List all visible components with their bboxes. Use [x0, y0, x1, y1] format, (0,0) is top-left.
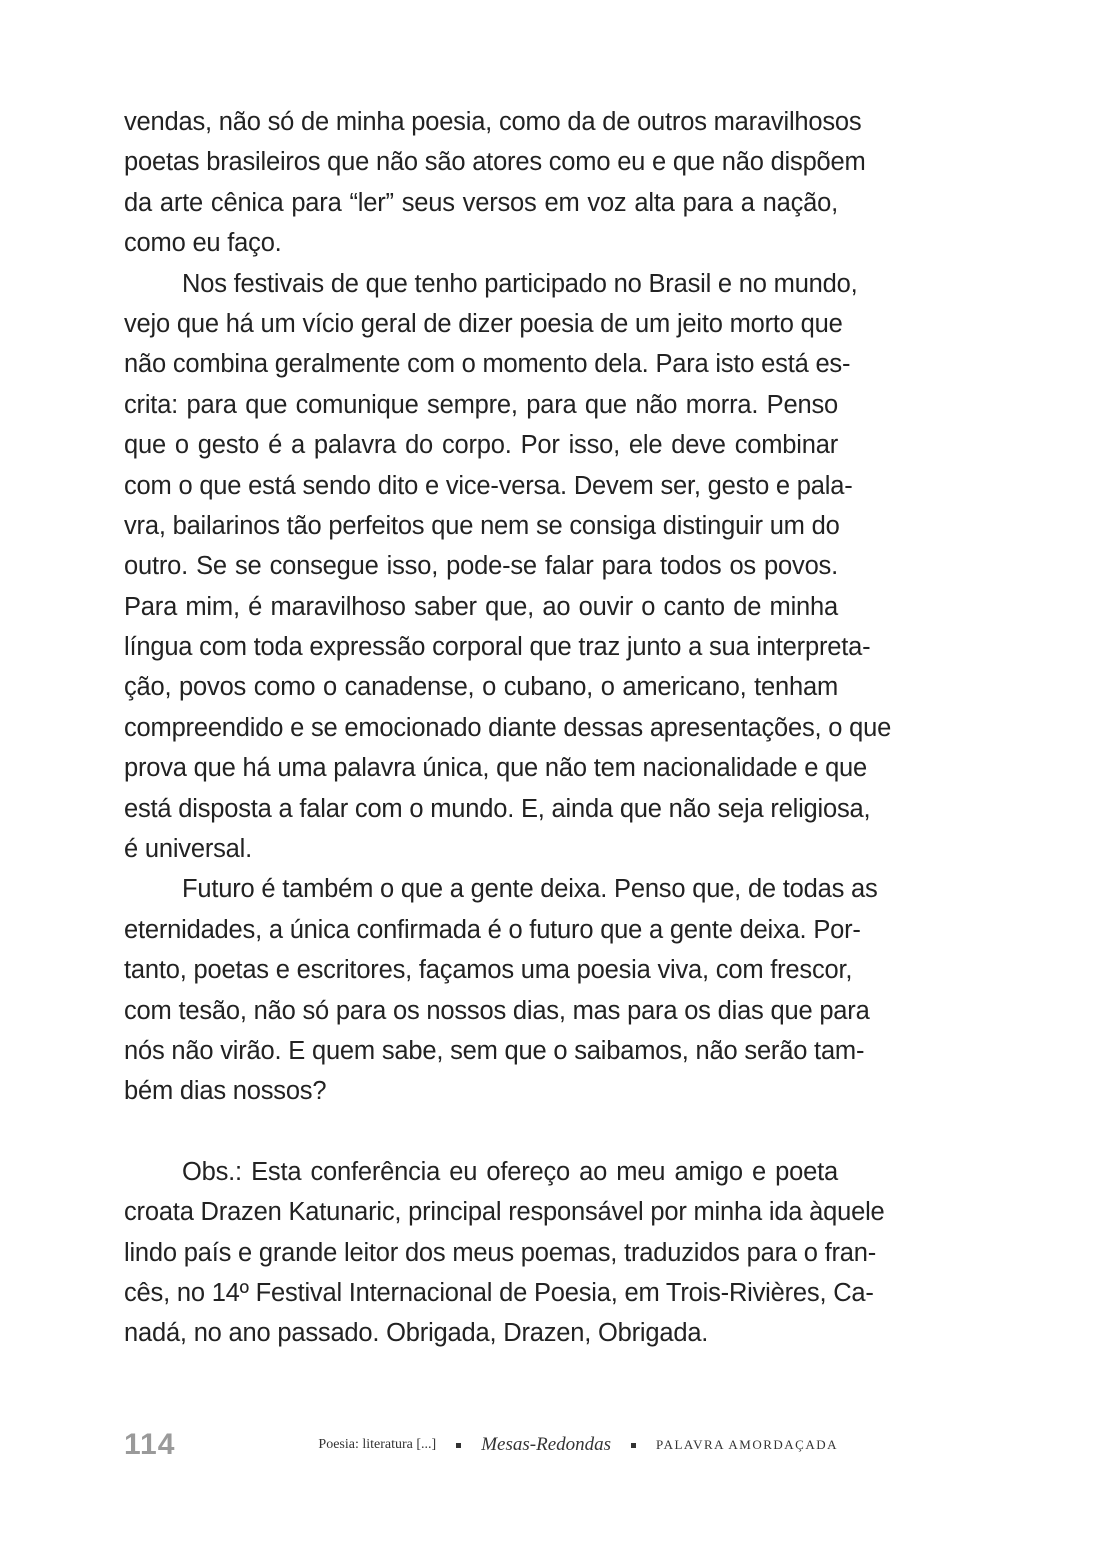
text-line: não combina geralmente com o momento dela. Para isto está es-: [124, 350, 851, 379]
text-line: vendas, não só de minha poesia, como da de outros maravilhosos: [124, 108, 862, 136]
page-footer: [124, 1425, 838, 1465]
text-line: bém dias nossos?: [124, 1077, 327, 1106]
text-line: ção, povos como o canadense, o cubano, o americano, tenham: [124, 673, 838, 702]
text-line: que o gesto é a palavra do corpo. Por isso, ele deve combinar: [124, 431, 838, 460]
text-line: compreendido e se emocionado diante dessas apresentações, o que: [124, 713, 892, 742]
footer-series-title: Mesas-Redondas: [481, 1434, 612, 1455]
text-line: é universal.: [124, 835, 253, 864]
text-line: Para mim, é maravilhoso saber que, ao ouvir o canto de minha: [124, 592, 838, 621]
text-line: com tesão, não só para os nossos dias, mas para os dias que para: [124, 996, 870, 1025]
text-line: nadá, no ano passado. Obrigada, Drazen, Obrigada.: [124, 1319, 709, 1348]
running-footer: [294, 1434, 838, 1456]
page-body: [124, 102, 892, 1354]
text-line: como eu faço.: [124, 229, 282, 258]
footer-section-title: Poesia: literatura [...]: [318, 1437, 437, 1452]
paragraph-gap: [124, 1112, 838, 1152]
page-number: 114: [124, 1428, 176, 1461]
text-line: língua com toda expressão corporal que traz junto a sua interpreta-: [124, 633, 871, 662]
text-line: croata Drazen Katunaric, principal responsável por minha ida àquele: [124, 1198, 885, 1227]
text-line: lindo país e grande leitor dos meus poemas, traduzidos para o fran-: [124, 1238, 877, 1267]
text-line: poetas brasileiros que não são atores como eu e que não dispõem: [124, 148, 866, 177]
text-line: cês, no 14º Festival Internacional de Poesia, em Trois-Rivières, Ca-: [124, 1278, 874, 1307]
obs-first-line: Obs.: Esta conferência eu ofereço ao meu amigo e poeta: [182, 1157, 838, 1186]
text-line: vra, bailarinos tão perfeitos que nem se consiga distinguir um do: [124, 511, 840, 540]
text-line: nós não virão. E quem sabe, sem que o saibamos, não serão tam-: [124, 1036, 865, 1065]
paragraph-first-line: Futuro é também o que a gente deixa. Penso que, de todas as: [182, 875, 878, 904]
bullet-separator: [631, 1443, 636, 1448]
text-line: está disposta a falar com o mundo. E, ainda que não seja religiosa,: [124, 794, 871, 823]
text-line: com o que está sendo dito e vice-versa. Devem ser, gesto e pala-: [124, 471, 853, 500]
text-line: eternidades, a única confirmada é o futuro que a gente deixa. Por-: [124, 915, 861, 944]
footer-book-title: PALAVRA AMORDAÇADA: [656, 1437, 838, 1452]
bullet-separator: [456, 1443, 461, 1448]
text-line: da arte cênica para “ler” seus versos em voz alta para a nação,: [124, 188, 838, 217]
text-line: vejo que há um vício geral de dizer poesia de um jeito morto que: [124, 309, 843, 338]
text-line: prova que há uma palavra única, que não tem nacionalidade e que: [124, 754, 868, 783]
text-line: tanto, poetas e escritores, façamos uma poesia viva, com frescor,: [124, 956, 853, 985]
text-line: outro. Se se consegue isso, pode-se falar para todos os povos.: [124, 552, 838, 581]
paragraph-first-line: Nos festivais de que tenho participado no Brasil e no mundo,: [182, 269, 858, 298]
text-line: crita: para que comunique sempre, para que não morra. Penso: [124, 390, 838, 419]
